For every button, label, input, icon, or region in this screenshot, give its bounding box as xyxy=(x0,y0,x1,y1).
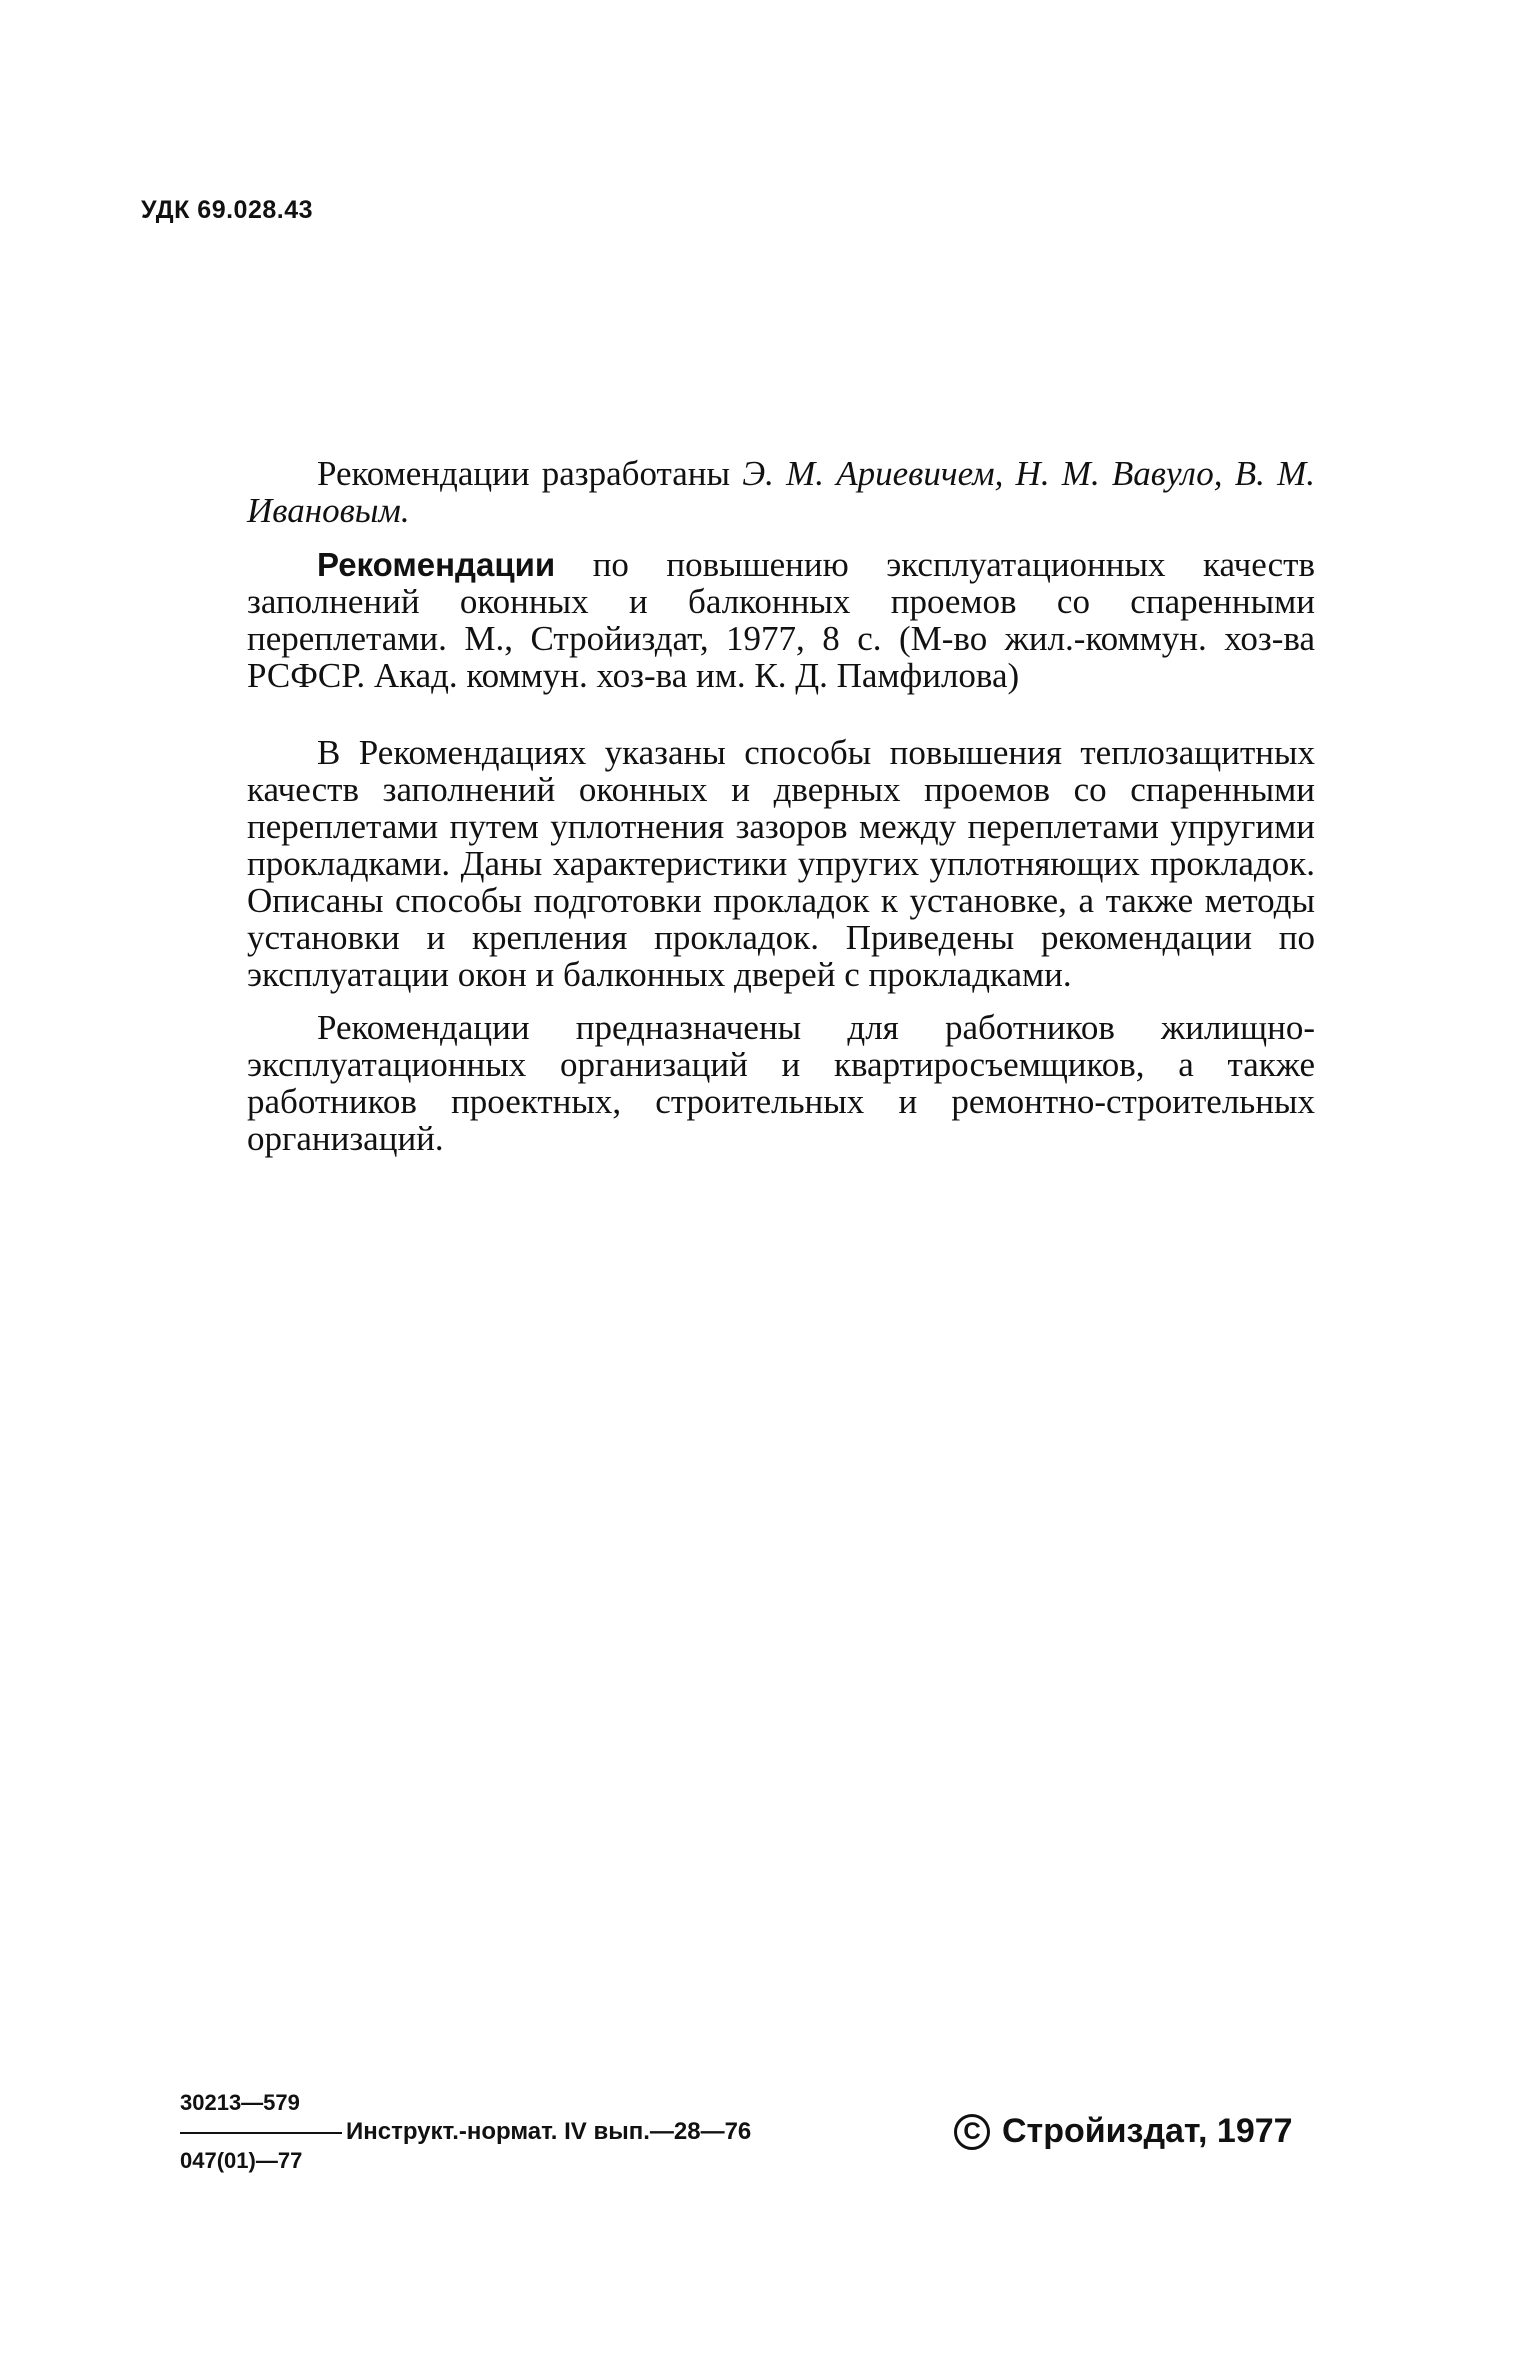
copyright-text: Стройиздат, 1977 xyxy=(1002,2112,1293,2150)
biblio-details: по повышению эксплуатационных качеств заполнений оконных и балконных проемов со спаренными переплетами. М., Стройиздат, 1977, 8 с. (М-во жил.-коммун. хоз-ва РСФСР. Акад. коммун. хоз-ва им. К. Д. Памфилова) xyxy=(247,545,1315,695)
authors-paragraph xyxy=(247,455,1315,529)
abstract-paragraph: В Рекомендациях указаны способы повышения теплозащитных качеств заполнений оконных и дверных проемов со спаренными переплетами путем уплотнения зазоров между переплетами упругими прокладками. Даны характеристики упругих уплотняющих прокладок. Описаны способы подготовки прокладок к установке, а также методы установки и крепления прокладок. Приведены рекомендации по эксплуатации окон и балконных дверей с прокладками. xyxy=(247,733,1315,994)
authors-prefix: Рекомендации разработаны xyxy=(317,454,743,493)
imprint-footer xyxy=(180,2090,1320,2180)
bibliographic-description xyxy=(247,546,1315,694)
authors-names: Э. М. Ариевичем, Н. М. Вавуло, В. М. Ивановым. xyxy=(247,454,1316,530)
catalog-code-bottom: 047(01)—77 xyxy=(180,2148,303,2173)
fraction-rule xyxy=(180,2132,342,2134)
copyright-icon: C xyxy=(954,2114,990,2150)
biblio-title: Рекомендации xyxy=(317,546,556,583)
udk-code: УДК 69.028.43 xyxy=(141,196,314,224)
instruction-note: Инструкт.-нормат. IV вып.—28—76 xyxy=(346,2118,752,2145)
copyright-notice xyxy=(954,2112,1293,2151)
catalog-code-top: 30213—579 xyxy=(180,2090,300,2115)
annotation-block xyxy=(247,455,1315,1157)
audience-paragraph: Рекомендации предназначены для работников жилищно-эксплуатационных организаций и квартиросъемщиков, а также работников проектных, строительных и ремонтно-строительных организаций. xyxy=(247,1008,1315,1158)
